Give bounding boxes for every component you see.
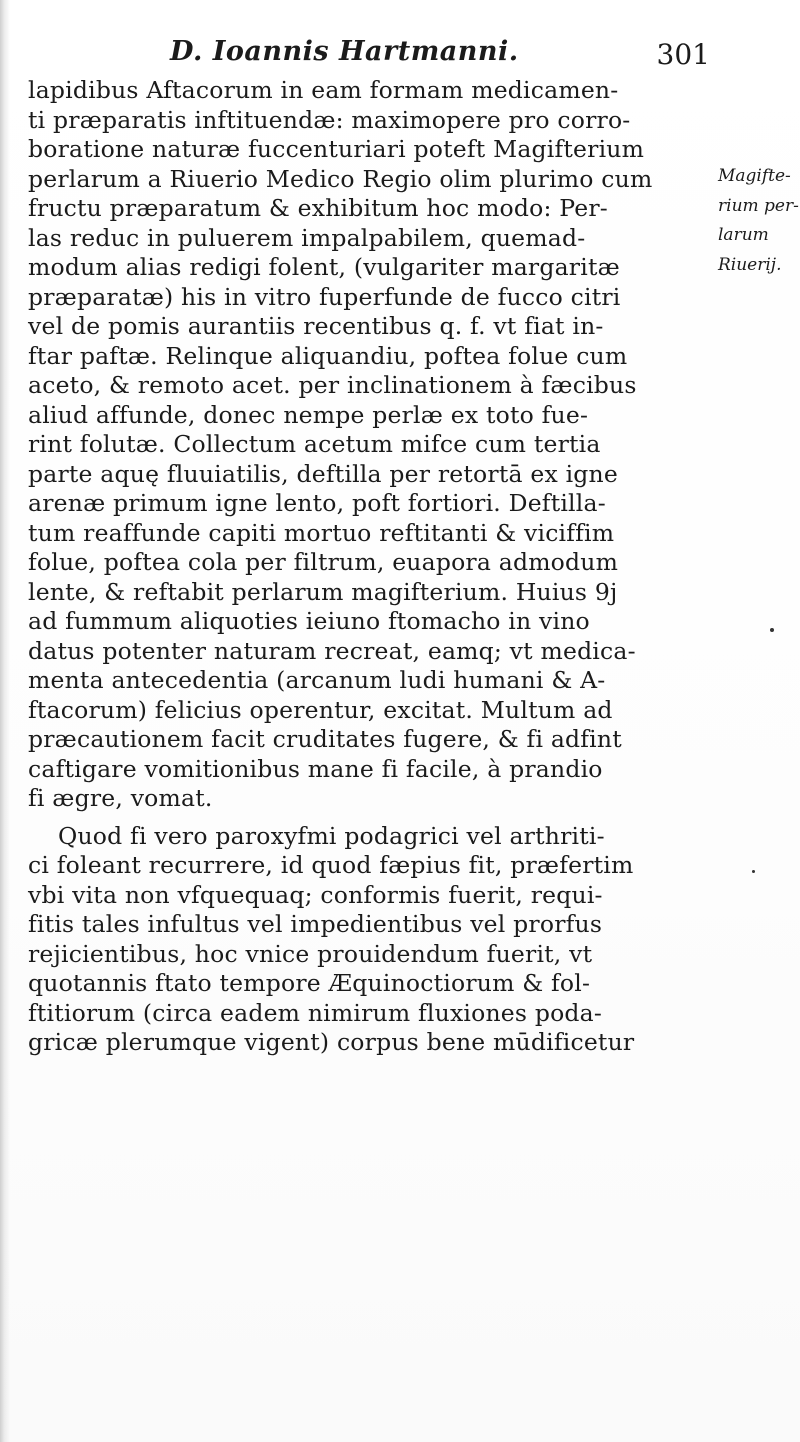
text-line: lente, & reftabit perlarum magifterium. Huius 9j xyxy=(28,577,618,606)
text-line: quotannis ftato tempore Æquinoctiorum & fol- xyxy=(28,969,591,997)
text-line: ftacorum) felicius operentur, excitat. Multum ad xyxy=(28,695,613,724)
text-line: boratione naturæ fuccenturiari poteft Magifterium xyxy=(28,135,645,163)
binding-edge-shadow xyxy=(0,0,10,1442)
text-line: ti præparatis inftituendæ: maximopere pro corro- xyxy=(28,105,631,134)
text-line: tum reaffunde capiti mortuo reftitanti & viciffim xyxy=(28,518,615,547)
marginal-note-line: Riuerij. xyxy=(718,254,782,275)
ink-speck xyxy=(770,628,774,632)
text-line: aliud affunde, donec nempe perlæ ex toto fue- xyxy=(28,400,589,429)
text-line: Quod fi vero paroxyfmi podagrici vel arthriti- xyxy=(58,821,605,850)
text-line: folue, poftea cola per filtrum, euapora admodum xyxy=(28,548,619,576)
text-line: arenæ primum igne lento, poft fortiori. Deftilla- xyxy=(28,489,606,517)
ink-speck xyxy=(752,870,755,873)
page-header xyxy=(150,36,710,80)
marginal-note-line: rium per- xyxy=(718,195,799,216)
text-line: aceto, & remoto acet. per inclinationem à fæcibus xyxy=(28,371,637,399)
text-line: menta antecedentia (arcanum ludi humani & A- xyxy=(28,666,606,694)
text-line: gricæ plerumque vigent) corpus bene mūdificetur xyxy=(28,1028,635,1056)
text-line: præparatæ) his in vitro fuperfunde de fucco citri xyxy=(28,282,621,311)
text-line: las reduc in puluerem impalpabilem, quemad- xyxy=(28,223,586,252)
text-line: caftigare vomitionibus mane fi facile, à prandio xyxy=(28,754,603,783)
text-line: ftitiorum (circa eadem nimirum fluxiones poda- xyxy=(28,998,603,1027)
marginal-note-line: larum xyxy=(718,225,769,245)
text-line: rejicientibus, hoc vnice prouidendum fuerit, vt xyxy=(28,939,593,968)
text-line: lapidibus Aftacorum in eam formam medicamen- xyxy=(28,76,619,104)
paragraph-gap xyxy=(28,814,678,822)
text-line: datus potenter naturam recreat, eamq; vt medica- xyxy=(28,636,636,665)
text-line: ci foleant recurrere, id quod fæpius fit, præfertim xyxy=(28,851,634,879)
text-line: ftar paftæ. Relinque aliquandiu, poftea folue cum xyxy=(28,341,628,370)
text-line: modum alias redigi folent, (vulgariter margaritæ xyxy=(28,253,620,281)
main-text-block xyxy=(28,76,678,1058)
marginal-note xyxy=(718,162,800,280)
text-line: parte aquę fluuiatilis, deftilla per retortā ex igne xyxy=(28,459,618,488)
text-line: præcautionem facit cruditates fugere, & fi adfint xyxy=(28,725,622,753)
text-line: ad fummum aliquoties ieiuno ftomacho in vino xyxy=(28,607,590,635)
page-number: 301 xyxy=(656,38,710,71)
text-line: fi ægre, vomat. xyxy=(28,784,213,812)
text-line: vel de pomis aurantiis recentibus q. f. vt fiat in- xyxy=(28,312,604,340)
text-line: perlarum a Riuerio Medico Regio olim plurimo cum xyxy=(28,164,653,193)
running-head: D. Ioannis Hartmanni. xyxy=(170,36,519,67)
text-line: fitis tales infultus vel impedientibus vel prorfus xyxy=(28,910,603,938)
text-line: fructu præparatum & exhibitum hoc modo: Per- xyxy=(28,194,608,222)
marginal-note-line: Magifte- xyxy=(718,166,791,186)
text-line: rint folutæ. Collectum acetum mifce cum tertia xyxy=(28,430,601,458)
text-line: vbi vita non vfquequaq; conformis fuerit, requi- xyxy=(28,880,603,909)
